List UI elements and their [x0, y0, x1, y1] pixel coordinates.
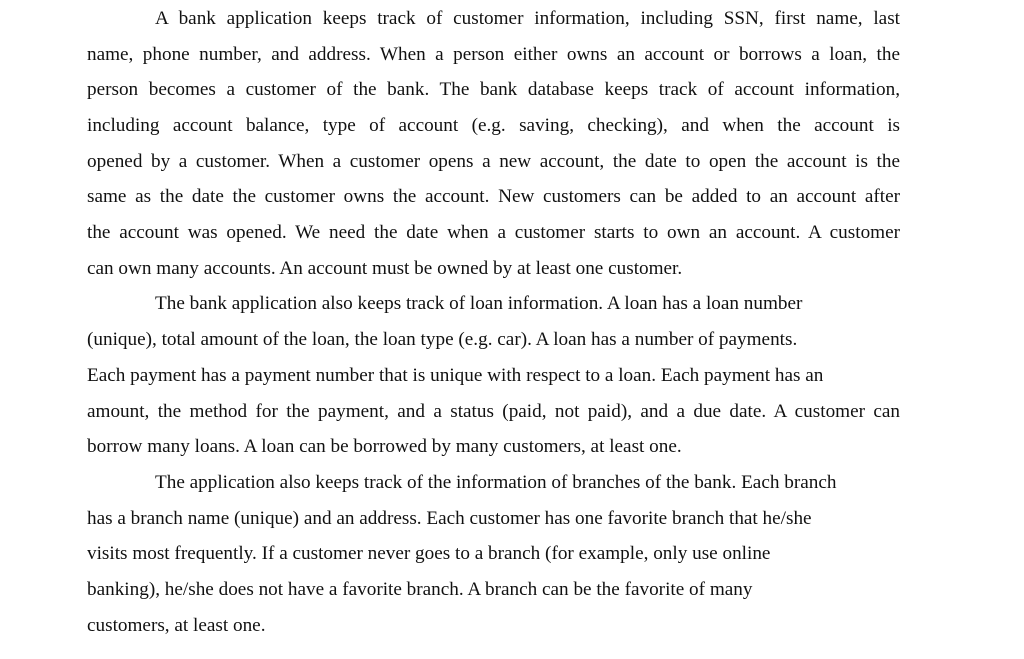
text-line: (unique), total amount of the loan, the loan type (e.g. car). A loan has a number of payments.	[87, 329, 798, 350]
text-line: person becomes a customer of the bank. The bank database keeps track of account information,	[87, 79, 900, 100]
text-line: including account balance, type of account (e.g. saving, checking), and when the account is	[87, 115, 900, 136]
text-line: visits most frequently. If a customer never goes to a branch (for example, only use online	[87, 543, 771, 564]
text-line: the account was opened. We need the date when a customer starts to own an account. A customer	[87, 222, 900, 243]
text-line: The application also keeps track of the information of branches of the bank. Each branch	[155, 472, 837, 493]
text-line: The bank application also keeps track of loan information. A loan has a loan number	[155, 293, 803, 314]
text-line: same as the date the customer owns the account. New customers can be added to an account after	[87, 186, 900, 207]
text-line: A bank application keeps track of customer information, including SSN, first name, last	[155, 8, 900, 29]
text-line: customers, at least one.	[87, 615, 266, 636]
text-line: has a branch name (unique) and an address. Each customer has one favorite branch that he/she	[87, 508, 812, 529]
text-line: opened by a customer. When a customer opens a new account, the date to open the account is the	[87, 151, 900, 172]
text-line: amount, the method for the payment, and a status (paid, not paid), and a due date. A customer can	[87, 401, 900, 422]
text-line: Each payment has a payment number that is unique with respect to a loan. Each payment has an	[87, 365, 824, 386]
text-line: borrow many loans. A loan can be borrowed by many customers, at least one.	[87, 436, 682, 457]
text-line: banking), he/she does not have a favorite branch. A branch can be the favorite of many	[87, 579, 753, 600]
text-line: name, phone number, and address. When a person either owns an account or borrows a loan, the	[87, 44, 900, 65]
text-line: can own many accounts. An account must be owned by at least one customer.	[87, 258, 683, 279]
